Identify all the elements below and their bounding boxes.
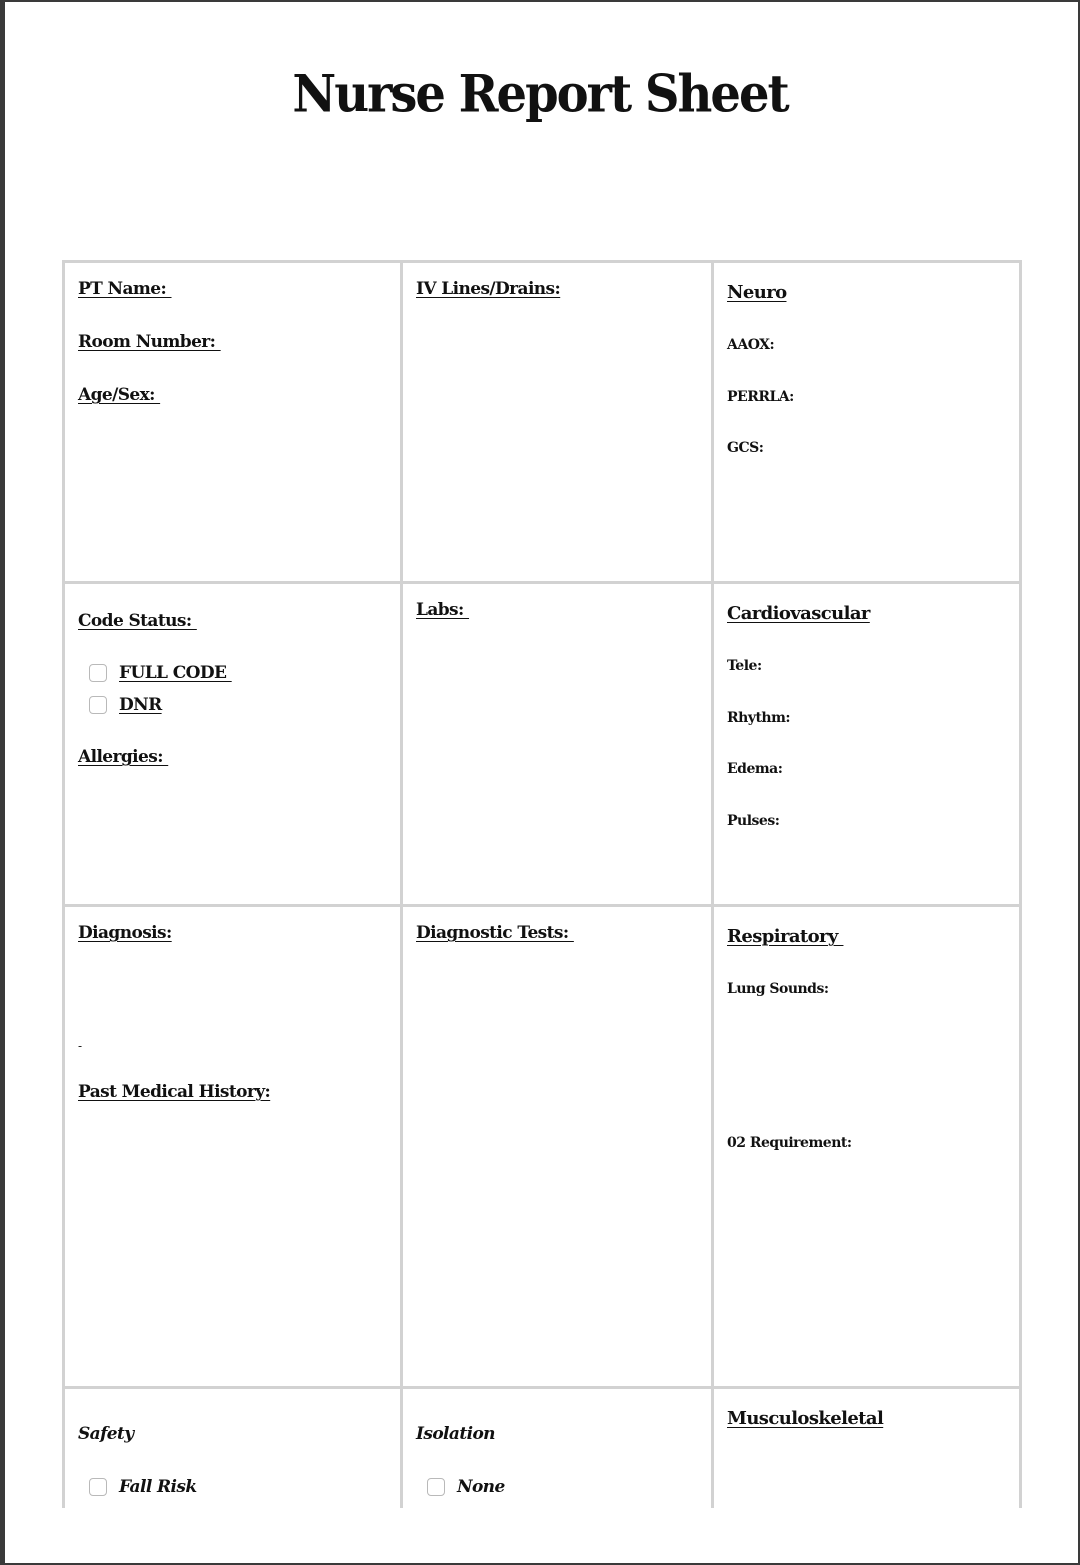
diagnosis-cell[interactable]	[62, 907, 403, 1389]
isolation-none-option[interactable]	[427, 1477, 505, 1497]
fall-risk-checkbox[interactable]	[89, 1478, 107, 1496]
code-status-label: Code Status:	[78, 611, 197, 631]
patient-info-cell[interactable]	[62, 260, 403, 584]
isolation-cell[interactable]	[403, 1389, 714, 1508]
isolation-none-checkbox[interactable]	[427, 1478, 445, 1496]
iv-lines-label: IV Lines/Drains:	[416, 279, 561, 299]
diagnostic-tests-cell[interactable]	[403, 907, 714, 1389]
room-number-label: Room Number:	[78, 332, 221, 352]
diagnosis-dash: -	[78, 1039, 83, 1053]
page-title: Nurse Report Sheet	[292, 63, 788, 125]
pt-name-label: PT Name:	[78, 279, 172, 299]
respiratory-cell[interactable]	[714, 907, 1022, 1389]
allergies-label: Allergies:	[78, 747, 169, 767]
edema-label: Edema:	[727, 761, 783, 777]
safety-heading: Safety	[78, 1424, 134, 1444]
age-sex-label: Age/Sex:	[78, 385, 161, 405]
musculoskeletal-cell[interactable]	[714, 1389, 1022, 1508]
neuro-heading: Neuro	[727, 282, 787, 303]
lung-sounds-label: Lung Sounds:	[727, 981, 829, 997]
full-code-checkbox[interactable]	[89, 664, 107, 682]
dnr-checkbox[interactable]	[89, 696, 107, 714]
dnr-option[interactable]	[89, 695, 162, 715]
perrla-label: PERRLA:	[727, 389, 794, 405]
musculoskeletal-heading: Musculoskeletal	[727, 1408, 884, 1429]
diagnostic-tests-label: Diagnostic Tests:	[416, 923, 574, 943]
past-medical-history-label: Past Medical History:	[78, 1082, 271, 1102]
rhythm-label: Rhythm:	[727, 710, 791, 726]
isolation-heading: Isolation	[416, 1424, 495, 1444]
report-grid	[62, 260, 1022, 1508]
safety-cell[interactable]	[62, 1389, 403, 1508]
tele-label: Tele:	[727, 658, 762, 674]
pulses-label: Pulses:	[727, 813, 780, 829]
full-code-label: FULL CODE	[119, 663, 232, 683]
fall-risk-option[interactable]	[89, 1477, 197, 1497]
cardiovascular-heading: Cardiovascular	[727, 603, 870, 624]
isolation-none-label: None	[457, 1477, 505, 1497]
iv-lines-cell[interactable]	[403, 260, 714, 584]
full-code-option[interactable]	[89, 663, 232, 683]
o2-requirement-label: 02 Requirement:	[727, 1135, 852, 1151]
aaox-label: AAOX:	[727, 337, 775, 353]
fall-risk-label: Fall Risk	[119, 1477, 197, 1497]
cardiovascular-cell[interactable]	[714, 584, 1022, 907]
labs-label: Labs:	[416, 600, 470, 620]
respiratory-heading: Respiratory	[727, 926, 844, 947]
code-status-cell[interactable]	[62, 584, 403, 907]
neuro-cell[interactable]	[714, 260, 1022, 584]
gcs-label: GCS:	[727, 440, 764, 456]
diagnosis-label: Diagnosis:	[78, 923, 172, 943]
labs-cell[interactable]	[403, 584, 714, 907]
dnr-label: DNR	[119, 695, 162, 715]
